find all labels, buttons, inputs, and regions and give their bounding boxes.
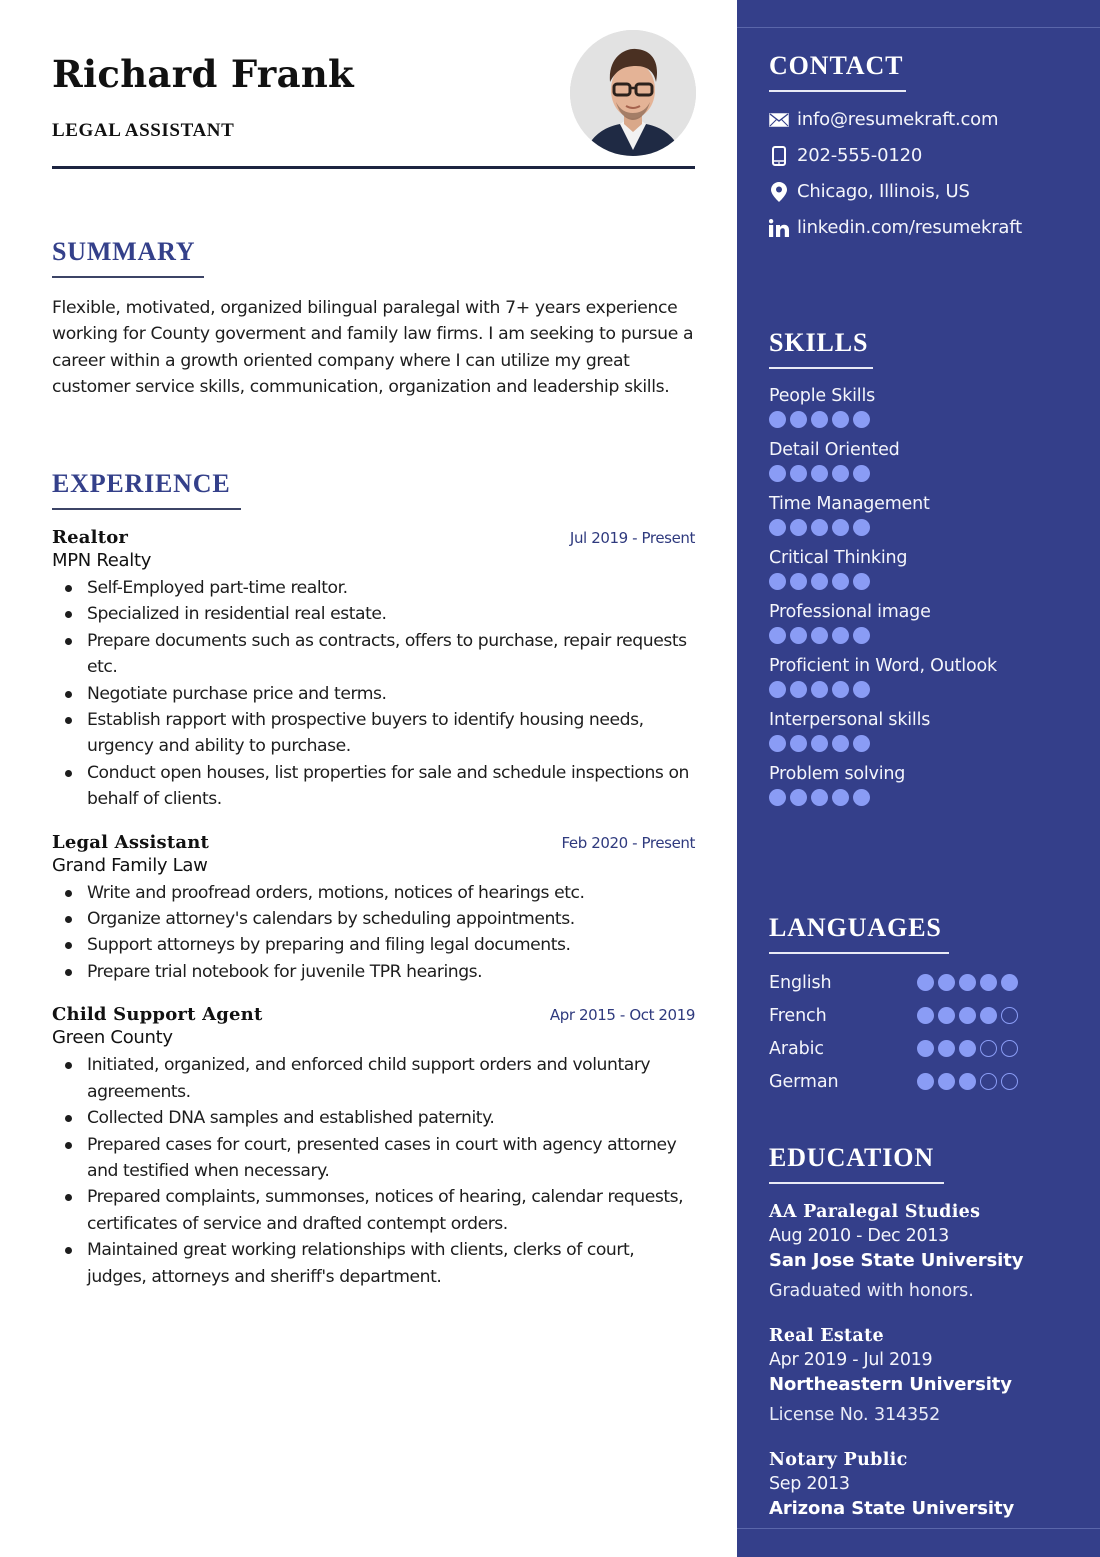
job-bullet: Negotiate purchase price and terms. — [52, 681, 695, 707]
language-rating — [917, 1073, 1018, 1090]
skill-rating — [769, 735, 1069, 752]
rating-dot-filled-icon — [769, 465, 786, 482]
contact-linkedin-text: linkedin.com/resumekraft — [797, 217, 1022, 238]
job-title: Legal Assistant — [52, 831, 210, 853]
education-date: Apr 2019 - Jul 2019 — [769, 1350, 933, 1370]
skill-item — [769, 654, 1069, 698]
rating-dot-filled-icon — [959, 974, 976, 991]
education-note: License No. 314352 — [769, 1405, 941, 1425]
job-company: MPN Realty — [52, 550, 152, 571]
skills-section — [769, 328, 1069, 816]
education-item — [769, 1448, 1069, 1522]
education-heading-underline — [769, 1182, 944, 1184]
summary-heading-underline — [52, 276, 204, 278]
rating-dot-filled-icon — [811, 411, 828, 428]
job-bullet: Collected DNA samples and established paternity. — [52, 1105, 695, 1131]
contact-location-text: Chicago, Illinois, US — [797, 181, 970, 202]
job-bullet: Write and proofread orders, motions, notices of hearings etc. — [52, 880, 695, 906]
rating-dot-filled-icon — [853, 465, 870, 482]
contact-location — [769, 180, 1069, 204]
job-bullet: Maintained great working relationships with clients, clerks of court, judges, attorneys and sheriff's department. — [52, 1237, 695, 1290]
candidate-role: LEGAL ASSISTANT — [52, 120, 235, 141]
job-bullet: Initiated, organized, and enforced child support orders and voluntary agreements. — [52, 1052, 695, 1105]
map-pin-icon — [769, 180, 797, 204]
rating-dot-filled-icon — [938, 1007, 955, 1024]
language-name: English — [769, 972, 832, 993]
skills-list — [769, 384, 1069, 806]
contact-heading: CONTACT — [769, 51, 904, 80]
rating-dot-filled-icon — [959, 1007, 976, 1024]
job-bullet: Establish rapport with prospective buyers to identify housing needs, urgency and ability to purchase. — [52, 707, 695, 760]
skill-rating — [769, 681, 1069, 698]
job-bullet: Prepared complaints, summonses, notices of hearing, calendar requests, certificates of service and drafted contempt orders. — [52, 1184, 695, 1237]
contact-phone[interactable] — [769, 144, 1069, 168]
rating-dot-filled-icon — [832, 735, 849, 752]
education-degree: Notary Public — [769, 1450, 908, 1470]
skill-item — [769, 708, 1069, 752]
skill-item — [769, 600, 1069, 644]
portrait-photo-icon — [570, 30, 696, 156]
skill-rating — [769, 627, 1069, 644]
skill-name: Proficient in Word, Outlook — [769, 656, 997, 676]
rating-dot-filled-icon — [790, 627, 807, 644]
rating-dot-filled-icon — [769, 735, 786, 752]
skills-heading: SKILLS — [769, 328, 869, 357]
header-divider — [52, 166, 695, 169]
skill-rating — [769, 465, 1069, 482]
skill-name: Professional image — [769, 602, 931, 622]
contact-email-text: info@resumekraft.com — [797, 109, 999, 130]
rating-dot-filled-icon — [917, 1040, 934, 1057]
rating-dot-filled-icon — [853, 411, 870, 428]
rating-dot-filled-icon — [938, 1073, 955, 1090]
job-bullet: Conduct open houses, list properties for sale and schedule inspections on behalf of clients. — [52, 760, 695, 813]
skill-item — [769, 492, 1069, 536]
languages-section — [769, 913, 1069, 1098]
contact-section — [769, 51, 1069, 252]
experience-section — [52, 469, 695, 1290]
rating-dot-filled-icon — [917, 974, 934, 991]
linkedin-icon — [769, 216, 797, 240]
skill-name: Time Management — [769, 494, 930, 514]
rating-dot-filled-icon — [790, 411, 807, 428]
education-heading: EDUCATION — [769, 1143, 935, 1172]
job-bullet: Self-Employed part-time realtor. — [52, 575, 695, 601]
rating-dot-filled-icon — [769, 789, 786, 806]
rating-dot-filled-icon — [769, 519, 786, 536]
contact-phone-text: 202-555-0120 — [797, 145, 923, 166]
skill-item — [769, 384, 1069, 428]
languages-heading: LANGUAGES — [769, 913, 942, 942]
rating-dot-filled-icon — [811, 735, 828, 752]
language-item — [769, 1065, 1069, 1098]
rating-dot-filled-icon — [811, 519, 828, 536]
education-school: San Jose State University — [769, 1250, 1024, 1271]
rating-dot-filled-icon — [811, 789, 828, 806]
language-item — [769, 966, 1069, 999]
skill-name: Interpersonal skills — [769, 710, 931, 730]
experience-heading-underline — [52, 508, 241, 510]
job-bullet: Prepared cases for court, presented cases in court with agency attorney and testified when necessary. — [52, 1132, 695, 1185]
rating-dot-filled-icon — [853, 573, 870, 590]
rating-dot-filled-icon — [811, 573, 828, 590]
rating-dot-filled-icon — [790, 735, 807, 752]
rating-dot-filled-icon — [790, 789, 807, 806]
rating-dot-filled-icon — [769, 627, 786, 644]
rating-dot-filled-icon — [917, 1007, 934, 1024]
rating-dot-filled-icon — [769, 573, 786, 590]
rating-dot-empty-icon — [1001, 1040, 1018, 1057]
job-bullet: Prepare documents such as contracts, offers to purchase, repair requests etc. — [52, 628, 695, 681]
rating-dot-filled-icon — [790, 465, 807, 482]
rating-dot-filled-icon — [832, 627, 849, 644]
rating-dot-filled-icon — [853, 681, 870, 698]
job-date: Feb 2020 - Present — [561, 833, 695, 852]
summary-section — [52, 237, 695, 401]
rating-dot-filled-icon — [811, 681, 828, 698]
rating-dot-empty-icon — [1001, 1007, 1018, 1024]
job-bullets — [52, 575, 695, 813]
job-date: Jul 2019 - Present — [569, 529, 695, 547]
skill-name: Critical Thinking — [769, 548, 908, 568]
summary-heading: SUMMARY — [52, 237, 196, 266]
experience-heading: EXPERIENCE — [52, 469, 231, 498]
rating-dot-empty-icon — [1001, 1073, 1018, 1090]
education-date: Sep 2013 — [769, 1474, 850, 1494]
rating-dot-filled-icon — [853, 627, 870, 644]
job-entry — [52, 1004, 695, 1290]
rating-dot-filled-icon — [917, 1073, 934, 1090]
job-company: Green County — [52, 1027, 173, 1049]
language-rating — [917, 974, 1018, 991]
job-entry — [52, 527, 695, 813]
job-bullet: Specialized in residential real estate. — [52, 601, 695, 627]
rating-dot-filled-icon — [811, 627, 828, 644]
skills-heading-underline — [769, 367, 873, 369]
rating-dot-filled-icon — [832, 411, 849, 428]
rating-dot-filled-icon — [790, 681, 807, 698]
language-item — [769, 999, 1069, 1032]
skill-item — [769, 438, 1069, 482]
job-entry — [52, 832, 695, 986]
skill-item — [769, 762, 1069, 806]
skill-name: Detail Oriented — [769, 440, 900, 460]
rating-dot-filled-icon — [769, 411, 786, 428]
education-note: Graduated with honors. — [769, 1281, 974, 1301]
skill-rating — [769, 519, 1069, 536]
mobile-phone-icon — [769, 144, 797, 168]
education-school: Northeastern University — [769, 1374, 1012, 1395]
rating-dot-filled-icon — [853, 735, 870, 752]
languages-list — [769, 966, 1069, 1098]
job-title: Child Support Agent — [52, 1004, 263, 1026]
rating-dot-filled-icon — [853, 789, 870, 806]
contact-heading-underline — [769, 90, 906, 92]
candidate-name: Richard Frank — [52, 52, 354, 96]
education-item — [769, 1324, 1069, 1428]
skill-rating — [769, 573, 1069, 590]
skill-rating — [769, 411, 1069, 428]
job-bullet: Prepare trial notebook for juvenile TPR hearings. — [52, 959, 695, 985]
education-degree: Real Estate — [769, 1326, 884, 1346]
rating-dot-filled-icon — [938, 974, 955, 991]
rating-dot-filled-icon — [959, 1073, 976, 1090]
skill-name: People Skills — [769, 386, 876, 406]
rating-dot-filled-icon — [832, 519, 849, 536]
rating-dot-empty-icon — [980, 1073, 997, 1090]
job-bullets — [52, 880, 695, 986]
job-bullet: Organize attorney's calendars by scheduling appointments. — [52, 906, 695, 932]
skill-name: Problem solving — [769, 764, 906, 784]
rating-dot-filled-icon — [853, 519, 870, 536]
rating-dot-filled-icon — [832, 573, 849, 590]
skill-rating — [769, 789, 1069, 806]
language-name: German — [769, 1071, 839, 1092]
rating-dot-filled-icon — [1001, 974, 1018, 991]
rating-dot-filled-icon — [938, 1040, 955, 1057]
rating-dot-filled-icon — [980, 1007, 997, 1024]
language-name: French — [769, 1005, 827, 1026]
rating-dot-filled-icon — [832, 465, 849, 482]
contact-linkedin[interactable] — [769, 216, 1069, 240]
contact-email[interactable] — [769, 108, 1069, 132]
rating-dot-filled-icon — [811, 465, 828, 482]
job-bullets — [52, 1052, 695, 1290]
education-item — [769, 1200, 1069, 1304]
language-rating — [917, 1040, 1018, 1057]
job-date: Apr 2015 - Oct 2019 — [549, 1006, 695, 1025]
rating-dot-filled-icon — [832, 681, 849, 698]
summary-text: Flexible, motivated, organized bilingual paralegal with 7+ years experience working for County goverment and family law firms. I am seeking to pursue a career within a growth oriented company where I can utilize my great customer service skills, communication, organization and leadership skills. — [52, 298, 694, 398]
sidebar-top-divider — [737, 27, 1100, 28]
rating-dot-filled-icon — [980, 974, 997, 991]
envelope-icon — [769, 108, 797, 132]
rating-dot-filled-icon — [959, 1040, 976, 1057]
education-school: Arizona State University — [769, 1498, 1015, 1519]
language-name: Arabic — [769, 1038, 824, 1059]
rating-dot-filled-icon — [769, 681, 786, 698]
rating-dot-filled-icon — [790, 573, 807, 590]
language-item — [769, 1032, 1069, 1065]
rating-dot-filled-icon — [790, 519, 807, 536]
education-date: Aug 2010 - Dec 2013 — [769, 1226, 949, 1246]
skill-item — [769, 546, 1069, 590]
language-rating — [917, 1007, 1018, 1024]
job-title: Realtor — [52, 527, 129, 548]
profile-photo — [570, 30, 696, 156]
education-degree: AA Paralegal Studies — [769, 1202, 981, 1222]
rating-dot-empty-icon — [980, 1040, 997, 1057]
rating-dot-filled-icon — [832, 789, 849, 806]
job-company: Grand Family Law — [52, 854, 208, 876]
languages-heading-underline — [769, 952, 949, 954]
education-section — [769, 1143, 1069, 1538]
sidebar — [737, 0, 1100, 1557]
job-bullet: Support attorneys by preparing and filing legal documents. — [52, 932, 695, 958]
